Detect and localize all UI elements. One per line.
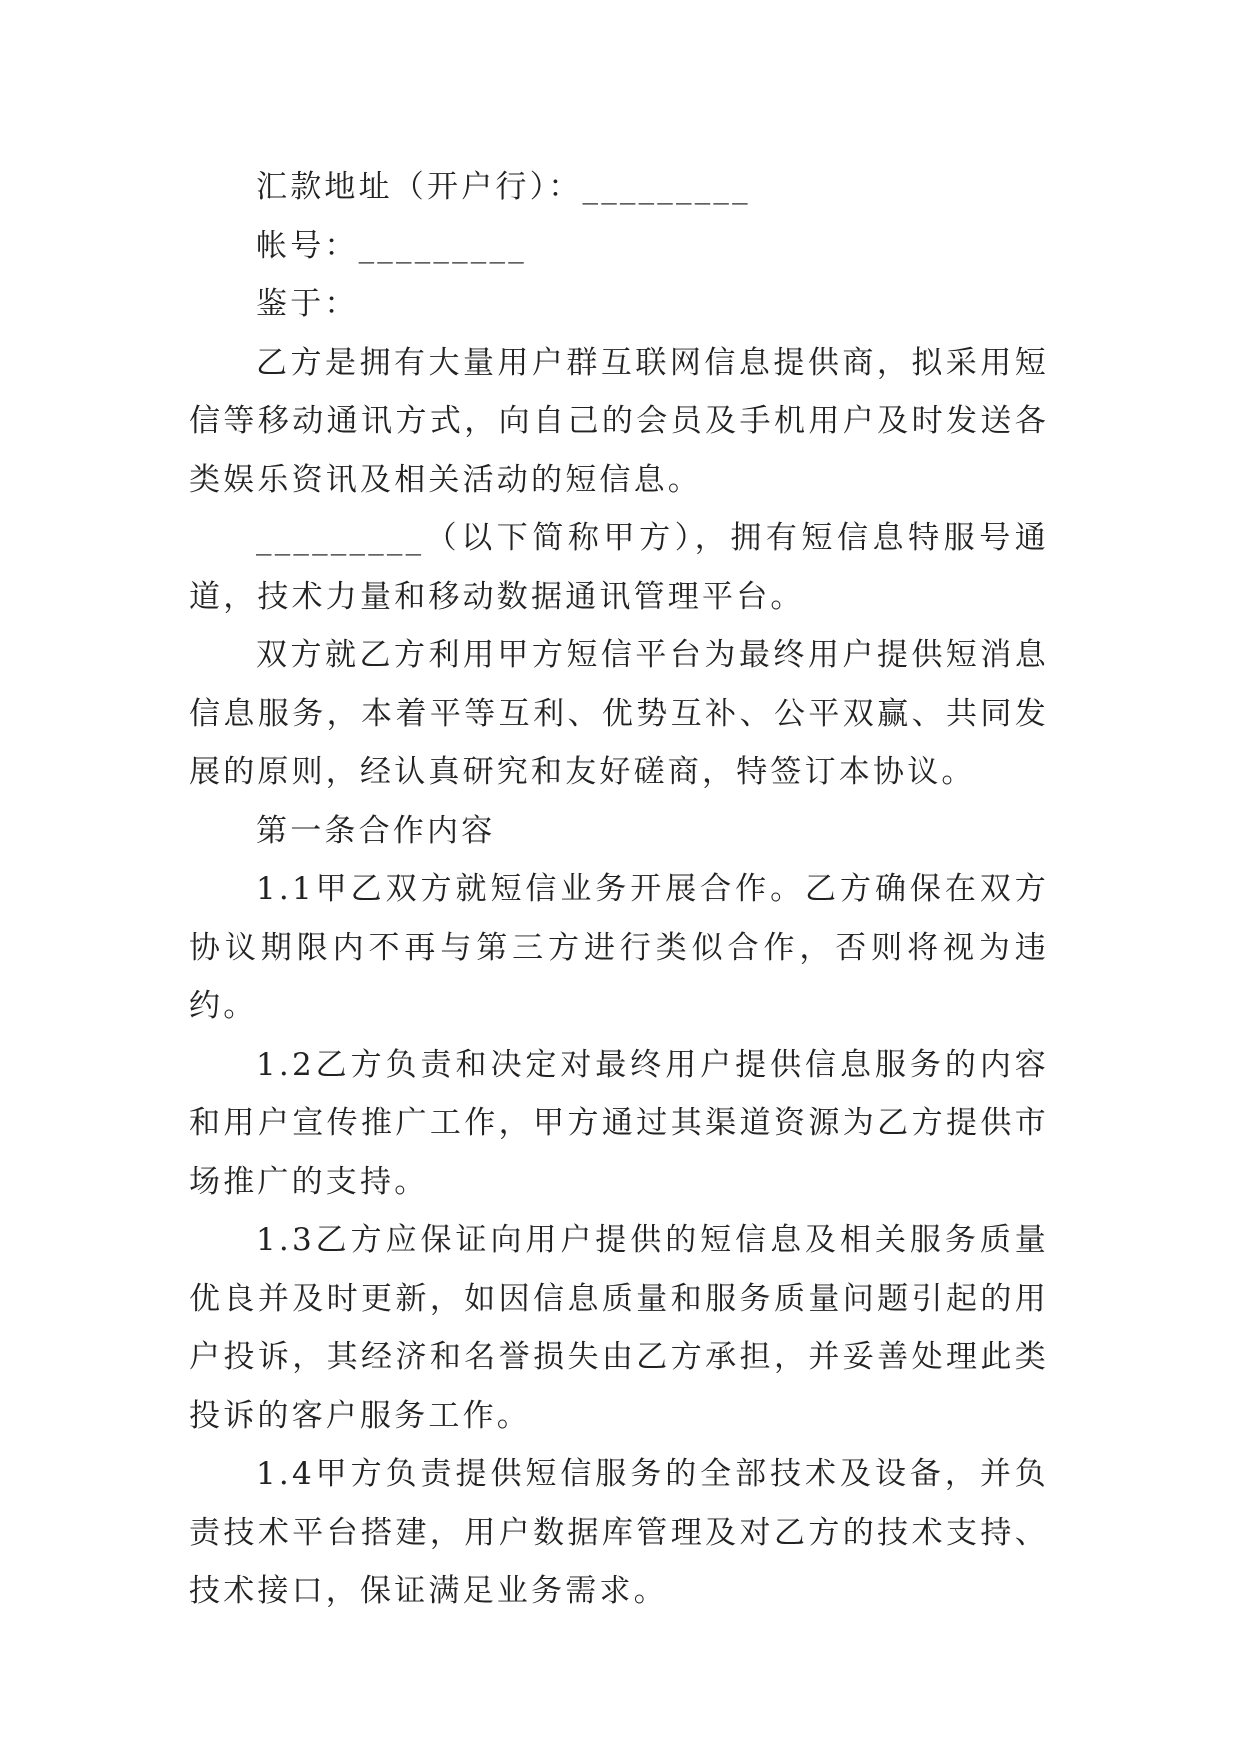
paragraph-remittance-address: 汇款地址（开户行）：_________ <box>256 169 751 205</box>
clause-1-1: 1.1甲乙双方就短信业务开展合作。乙方确保在双方协议期限内不再与第三方进行类似合作，否则将视为违约。 <box>189 871 1049 1024</box>
clause-1-2: 1.2乙方负责和决定对最终用户提供信息服务的内容和用户宣传推广工作，甲方通过其渠道资源为乙方提供市场推广的支持。 <box>189 1046 1049 1200</box>
paragraph-whereas: 鉴于： <box>256 286 359 322</box>
article-1-heading: 第一条合作内容 <box>256 812 496 849</box>
paragraph-party-b-intro: 乙方是拥有大量用户群互联网信息提供商，拟采用短信等移动通讯方式，向自己的会员及手机用户及时发送各类娱乐资讯及相关活动的短信息。 <box>189 344 1049 498</box>
paragraph-agreement-purpose: 双方就乙方利用甲方短信平台为最终用户提供短消息信息服务，本着平等互利、优势互补、公平双赢、共同发展的原则，经认真研究和友好磋商，特签订本协议。 <box>189 637 1049 790</box>
document-body <box>189 158 1049 1621</box>
paragraph-account-number: 帐号：_________ <box>256 227 527 264</box>
clause-1-4: 1.4甲方负责提供短信服务的全部技术及设备，并负责技术平台搭建，用户数据库管理及对乙方的技术支持、技术接口，保证满足业务需求。 <box>189 1456 1049 1609</box>
paragraph-party-a-intro: _________（以下简称甲方），拥有短信息特服号通道，技术力量和移动数据通讯管理平台。 <box>189 520 1049 615</box>
clause-1-3: 1.3乙方应保证向用户提供的短信息及相关服务质量优良并及时更新，如因信息质量和服务质量问题引起的用户投诉，其经济和名誉损失由乙方承担，并妥善处理此类投诉的客户服务工作。 <box>189 1222 1049 1434</box>
